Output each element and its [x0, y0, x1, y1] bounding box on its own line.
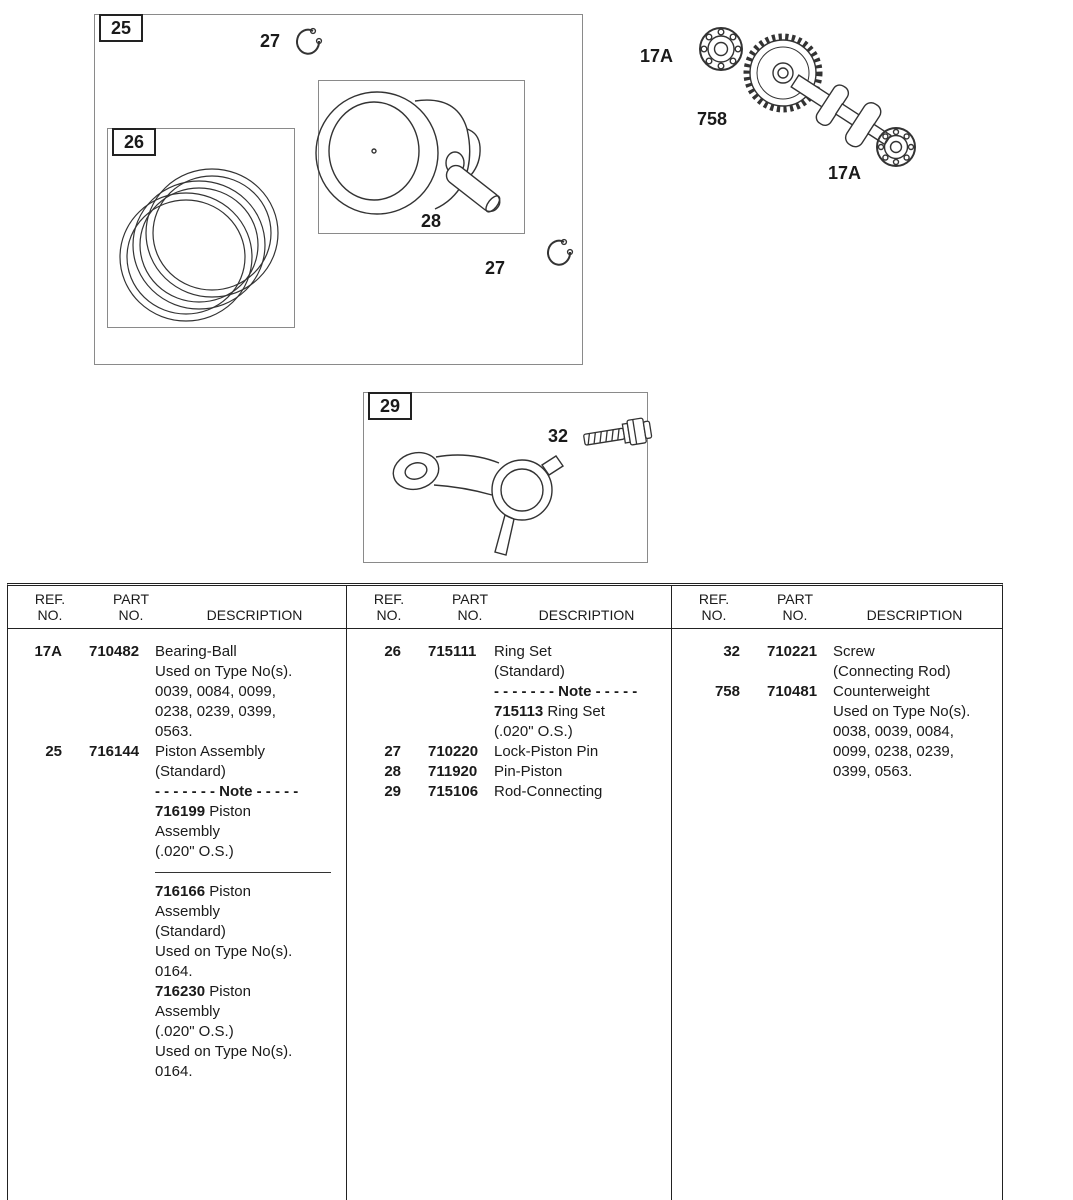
- ring-set-box: [107, 128, 295, 328]
- header-ref-no: REF. NO.: [698, 591, 730, 623]
- entry-description: [833, 642, 1002, 682]
- parts-column-1: [8, 586, 346, 1200]
- parts-entries: [672, 629, 1002, 782]
- description-line: Used on Type No(s).: [155, 943, 293, 960]
- retaining-ring-icon: [293, 26, 323, 62]
- description-line: Screw: [833, 643, 875, 660]
- parts-entry: [8, 642, 346, 742]
- description-line: 0399, 0563.: [833, 763, 913, 780]
- ref-25-label: 25: [99, 14, 143, 42]
- entry-description: [155, 642, 346, 742]
- entry-ref-no: 758: [714, 683, 740, 700]
- parts-entry: [347, 642, 671, 742]
- description-line: - - - - - - - Note - - - - -: [494, 683, 638, 700]
- entry-part-no: 716144: [89, 743, 140, 760]
- description-line: (Standard): [155, 763, 226, 780]
- ref-26-label: 26: [112, 128, 156, 156]
- parts-entry: [8, 742, 346, 1082]
- entry-ref-no: 27: [384, 743, 401, 760]
- description-line: 0164.: [155, 963, 193, 980]
- entry-part-no: 710481: [767, 683, 818, 700]
- callout-17a-top: 17A: [640, 46, 674, 66]
- header-part-no: PART NO.: [451, 591, 489, 623]
- description-line: Pin-Piston: [494, 763, 563, 780]
- parts-entries: [8, 629, 346, 1082]
- header-description: DESCRIPTION: [866, 607, 963, 623]
- callout-17a-bottom: 17A: [828, 163, 862, 183]
- entry-ref-no: 28: [384, 763, 401, 780]
- entry-description: [833, 682, 1002, 782]
- description-line: (.020" O.S.): [155, 843, 234, 860]
- entry-part-no: 710482: [89, 643, 140, 660]
- parts-table: [7, 583, 1003, 1200]
- connecting-rod-box: [363, 392, 648, 563]
- description-line: Used on Type No(s).: [155, 663, 293, 680]
- note-divider: [155, 872, 331, 873]
- retaining-ring-icon: [544, 237, 574, 273]
- description-line: Lock-Piston Pin: [494, 743, 599, 760]
- entry-description: [494, 742, 671, 762]
- parts-entries: [347, 629, 671, 802]
- description-line: Piston Assembly: [155, 743, 266, 760]
- header-description: DESCRIPTION: [206, 607, 303, 623]
- description-line: 0238, 0239, 0399,: [155, 703, 276, 720]
- header-part-no: PART NO.: [776, 591, 814, 623]
- table-header: [8, 586, 346, 629]
- description-line: 0099, 0238, 0239,: [833, 743, 954, 760]
- callout-27-top: 27: [260, 31, 281, 51]
- description-line: Assembly: [155, 823, 221, 840]
- entry-part-no: 710220: [428, 743, 479, 760]
- ref-29-label: 29: [368, 392, 412, 420]
- header-part-no: PART NO.: [112, 591, 150, 623]
- counterweight-body: [791, 75, 891, 150]
- description-line: Rod-Connecting: [494, 783, 603, 800]
- description-line: Used on Type No(s).: [833, 703, 971, 720]
- table-header: [347, 586, 671, 629]
- ball-bearing-bottom: [877, 128, 915, 166]
- entry-description: [155, 742, 346, 1082]
- description-line: 716199 Piston: [155, 803, 251, 820]
- parts-column-2: [346, 586, 671, 1200]
- description-line: 0039, 0084, 0099,: [155, 683, 276, 700]
- description-line: 716230 Piston: [155, 983, 251, 1000]
- entry-part-no: 715106: [428, 783, 479, 800]
- ball-bearing-top: [700, 28, 742, 70]
- entry-part-no: 711920: [428, 763, 478, 780]
- parts-entry: [347, 762, 671, 782]
- entry-ref-no: 25: [45, 743, 62, 760]
- piston-pin-drawing: [443, 162, 504, 215]
- parts-entry: [347, 782, 671, 802]
- header-ref-no: REF. NO.: [373, 591, 405, 623]
- description-line: Used on Type No(s).: [155, 1043, 293, 1060]
- description-line: (Connecting Rod): [833, 663, 951, 680]
- callout-28: 28: [421, 211, 442, 231]
- description-line: (Standard): [155, 923, 226, 940]
- description-line: Ring Set: [494, 643, 552, 660]
- entry-ref-no: 29: [384, 783, 401, 800]
- callout-758: 758: [697, 109, 728, 129]
- parts-entry: [672, 642, 1002, 682]
- parts-entry: [347, 742, 671, 762]
- description-line: Counterweight: [833, 683, 930, 700]
- entry-ref-no: 32: [723, 643, 740, 660]
- description-line: - - - - - - - Note - - - - -: [155, 783, 299, 800]
- entry-description: [494, 782, 671, 802]
- description-line: 0164.: [155, 1063, 193, 1080]
- entry-ref-no: 17A: [34, 643, 62, 660]
- header-description: DESCRIPTION: [538, 607, 635, 623]
- entry-ref-no: 26: [384, 643, 401, 660]
- description-line: 0563.: [155, 723, 193, 740]
- description-line: Assembly: [155, 903, 221, 920]
- crankshaft-drawing: [683, 15, 928, 175]
- callout-27-bottom: 27: [485, 258, 506, 278]
- entry-part-no: 710221: [767, 643, 818, 660]
- description-line: 715113 Ring Set: [494, 703, 605, 720]
- description-line: Assembly: [155, 1003, 221, 1020]
- header-ref-no: REF. NO.: [34, 591, 66, 623]
- parts-column-3: [671, 586, 1002, 1200]
- description-line: (.020" O.S.): [494, 723, 573, 740]
- piston-rings-drawing: [108, 129, 294, 327]
- callout-32: 32: [548, 426, 569, 446]
- description-line: 716166 Piston: [155, 883, 251, 900]
- screw-drawing: [581, 415, 656, 455]
- table-header: [672, 586, 1002, 629]
- parts-entry: [672, 682, 1002, 782]
- description-line: (.020" O.S.): [155, 1023, 234, 1040]
- description-line: Bearing-Ball: [155, 643, 237, 660]
- entry-description: [494, 642, 671, 742]
- description-line: 0038, 0039, 0084,: [833, 723, 954, 740]
- description-line: (Standard): [494, 663, 565, 680]
- entry-part-no: 715111: [428, 643, 477, 660]
- entry-description: [494, 762, 671, 782]
- exploded-view-diagram: [0, 0, 1073, 583]
